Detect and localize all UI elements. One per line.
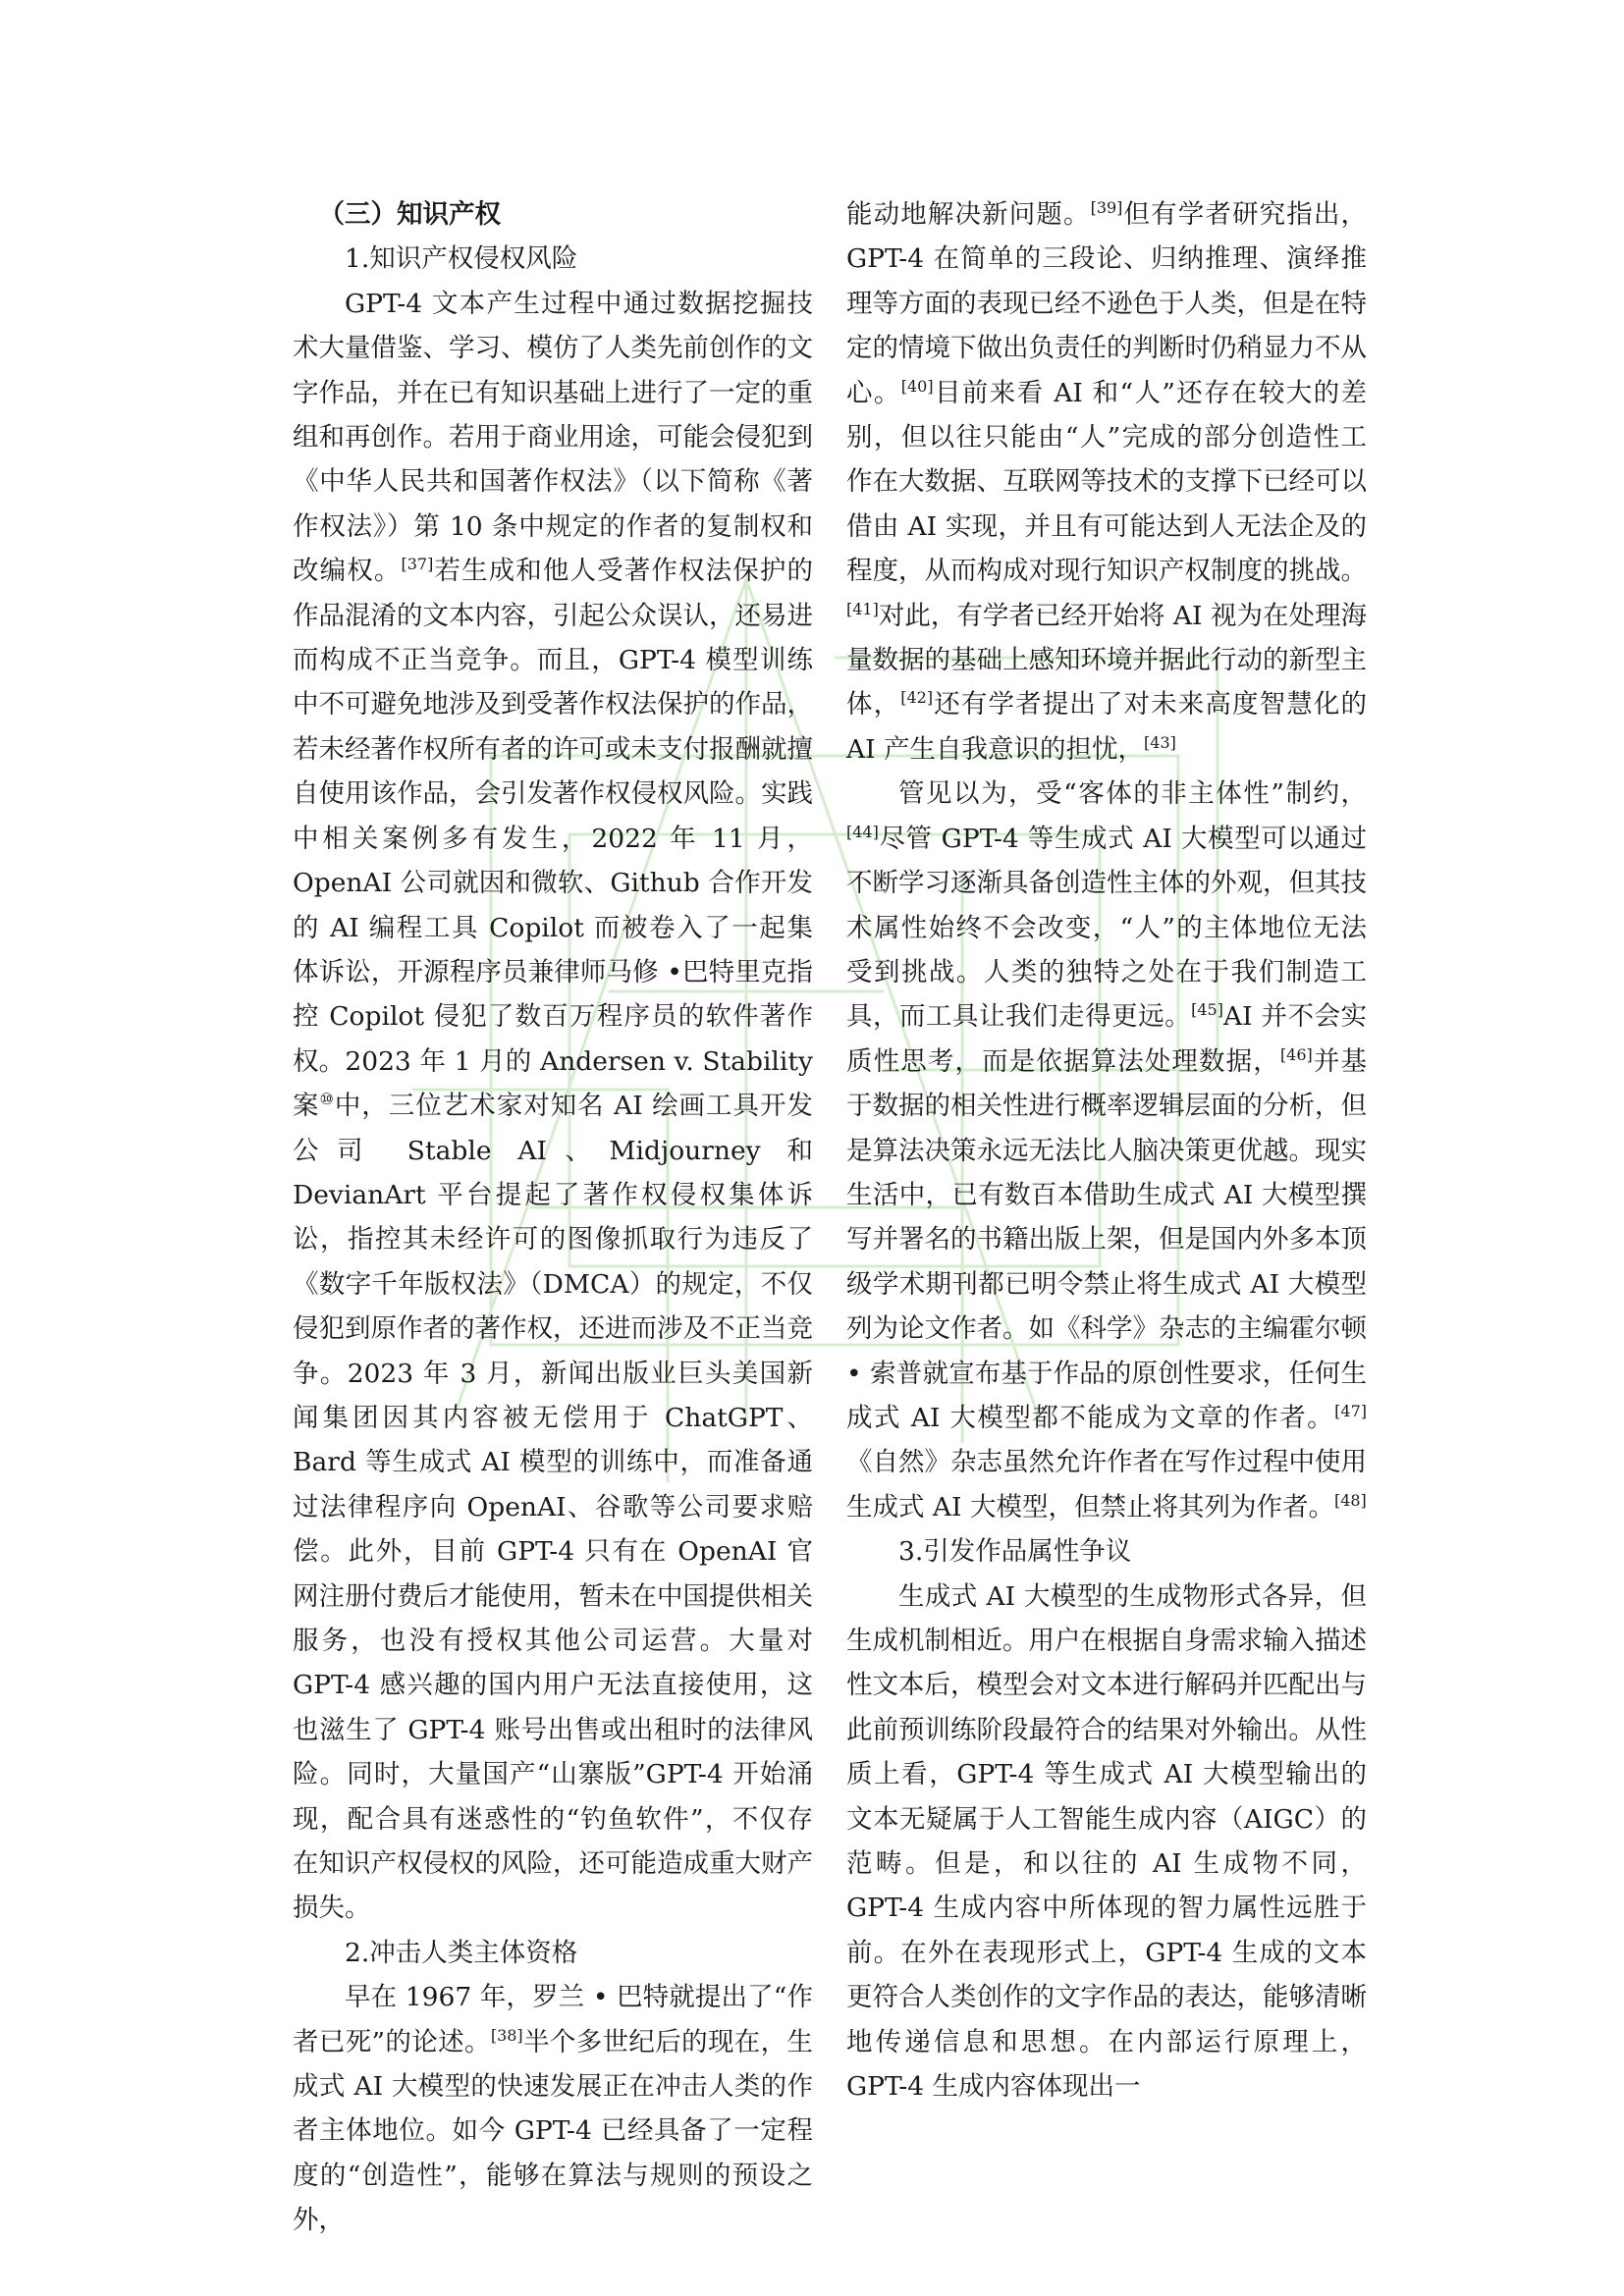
paragraph-work-attribute: 生成式 AI 大模型的生成物形式各异，但生成机制相近。用户在根据自身需求输入描述性文本后，模型会对文本进行解码并匹配出与此前预训练阶段最符合的结果对外输出。从性质上看，GPT-4 等生成式 AI 大模型输出的文本无疑属于人工智能生成内容（AIGC）的范畴。但是，和以往的 AI 生成物不同，GPT-4 生成内容中所体现的智力属性远胜于前。在外在表现形式上，GPT-4 生成的文本更符合人类创作的文字作品的表达，能够清晰地传递信息和思想。在内部运行原理上，GPT-4 生成内容体现出一: [846, 1580, 1367, 2103]
section-heading-ip: （三）知识产权: [318, 199, 501, 230]
citation-ref: [40]: [900, 376, 934, 396]
citation-ref: [39]: [1090, 198, 1123, 217]
citation-ref: [37]: [401, 555, 434, 574]
citation-ref: [45]: [1191, 1000, 1223, 1020]
text-run: 目前来看 AI 和“人”还存在较大的差别，但以往只能由“人”完成的部分创造性工作在大数据、互联网等技术的支撑下已经可以借由 AI 实现，并且有可能达到人无法企及的程度，从而构成对现行知识产权制度的挑战。: [846, 377, 1367, 587]
text-run: 半个多世纪后的现在，生成式 AI 大模型的快速发展正在冲击人类的作者主体地位。如今 GPT-4 已经具备了一定程度的“创造性”，能够在算法与规则的预设之外，: [293, 2026, 813, 2236]
footnote-mark: ⑩: [319, 1090, 335, 1109]
paragraph-author-opinion: [846, 772, 1367, 1529]
text-run: 还有学者提出了对未来高度智慧化的 AI 产生自我意识的担忧，: [846, 689, 1368, 765]
right-column: [846, 192, 1367, 2109]
text-run: 《自然》杂志虽然允许作者在写作过程中使用生成式 AI 大模型，但禁止将其列为作者。: [846, 1447, 1367, 1522]
paragraph-subject-status: [293, 1975, 813, 2242]
text-run: GPT-4 文本产生过程中通过数据挖掘技术大量借鉴、学习、模仿了人类先前创作的文字作品，并在已有知识基础上进行了一定的重组和再创作。若用于商业用途，可能会侵犯到《中华人民共和国著作权法》（以下简称《著作权法》）第 10 条中规定的作者的复制权和改编权。: [293, 288, 813, 587]
citation-ref: [46]: [1279, 1044, 1313, 1064]
text-run: 中，三位艺术家对知名 AI 绘画工具开发公司 Stable AI、Midjourney 和 DevianArt 平台提起了著作权侵权集体诉讼，指控其未经许可的图像抓取行为违反了《数字千年版权法》（DMCA）的规定，不仅侵犯到原作者的著作权，还进而涉及不正当竞争。2023 年 3 月，新闻出版业巨头美国新闻集团因其内容被无偿用于 ChatGPT、Bard 等生成式 AI 模型的训练中，而准备通过法律程序向 OpenAI、谷歌等公司要求赔偿。此外，目前 GPT-4 只有在 OpenAI 官网注册付费后才能使用，暂未在中国提供相关服务，也没有授权其他公司运营。大量对 GPT-4 感兴趣的国内用户无法直接使用，这也滋生了 GPT-4 账号出售或出租时的法律风险。同时，大量国产“山寨版”GPT-4 开始涌现，配合具有迷惑性的“钓鱼软件”，不仅存在知识产权侵权的风险，还可能造成重大财产损失。: [293, 1091, 813, 1924]
paragraph-subject-status-continued: [846, 192, 1367, 772]
text-run: 若生成和他人受著作权法保护的作品混淆的文本内容，引起公众误认，还易进而构成不正当竞争。而且，GPT-4 模型训练中不可避免地涉及到受著作权法保护的作品，若未经著作权所有者的许可或未支付报酬就擅自使用该作品，会引发著作权侵权风险。实践中相关案例多有发生，2022 年 11 月，OpenAI 公司就因和微软、Github 合作开发的 AI 编程工具 Copilot 而被卷入了一起集体诉讼，开源程序员兼律师马修 •巴特里克指控 Copilot 侵犯了数百万程序员的软件著作权。2023 年 1 月的 Andersen v. Stability 案: [293, 556, 814, 1122]
subheading-subject-status: 2.冲击人类主体资格: [345, 1937, 578, 1968]
text-run: 尽管 GPT-4 等生成式 AI 大模型可以通过不断学习逐渐具备创造性主体的外观，但其技术属性始终不会改变，“人”的主体地位无法受到挑战。人类的独特之处在于我们制造工具，而工具让我们走得更远。: [846, 823, 1367, 1033]
citation-ref: [42]: [900, 688, 934, 708]
subheading-infringement: 1.知识产权侵权风险: [345, 243, 578, 275]
text-run: 但有学者研究指出，GPT-4 在简单的三段论、归纳推理、演绎推理等方面的表现已经不逊色于人类，但是在特定的情境下做出负责任的判断时仍稍显力不从心。: [846, 199, 1367, 408]
text-run: 早在 1967 年，罗兰 • 巴特就提出了“作者已死”的论述。: [293, 1982, 813, 2057]
text-run: 对此，有学者已经开始将 AI 视为在处理海量数据的基础上感知环境并据此行动的新型主体，: [846, 600, 1367, 721]
text-run: 管见以为，受“客体的非主体性”制约，: [898, 778, 1367, 810]
citation-ref: [47]: [1334, 1401, 1367, 1420]
text-run: 并基于数据的相关性进行概率逻辑层面的分析，但是算法决策永远无法比人脑决策更优越。现实生活中，已有数百本借助生成式 AI 大模型撰写并署名的书籍出版上架，但是国内外多本顶级学术期刊都已明令禁止将生成式 AI 大模型列为论文作者。如《科学》杂志的主编霍尔顿 • 索普就宣布基于作品的原创性要求，任何生成式 AI 大模型都不能成为文章的作者。: [846, 1045, 1368, 1433]
subheading-work-attribute: 3.引发作品属性争议: [898, 1536, 1132, 1568]
text-run: AI 并不会实质性思考，而是依据算法处理数据，: [846, 1001, 1368, 1077]
citation-ref: [48]: [1333, 1490, 1367, 1510]
left-column: [293, 192, 813, 2243]
citation-ref: [44]: [846, 822, 879, 841]
citation-ref: [38]: [490, 2025, 523, 2045]
citation-ref: [43]: [1144, 732, 1176, 752]
citation-ref: [41]: [846, 599, 879, 618]
text-run: 能动地解决新问题。: [846, 199, 1091, 230]
paragraph-infringement: [293, 282, 813, 1931]
